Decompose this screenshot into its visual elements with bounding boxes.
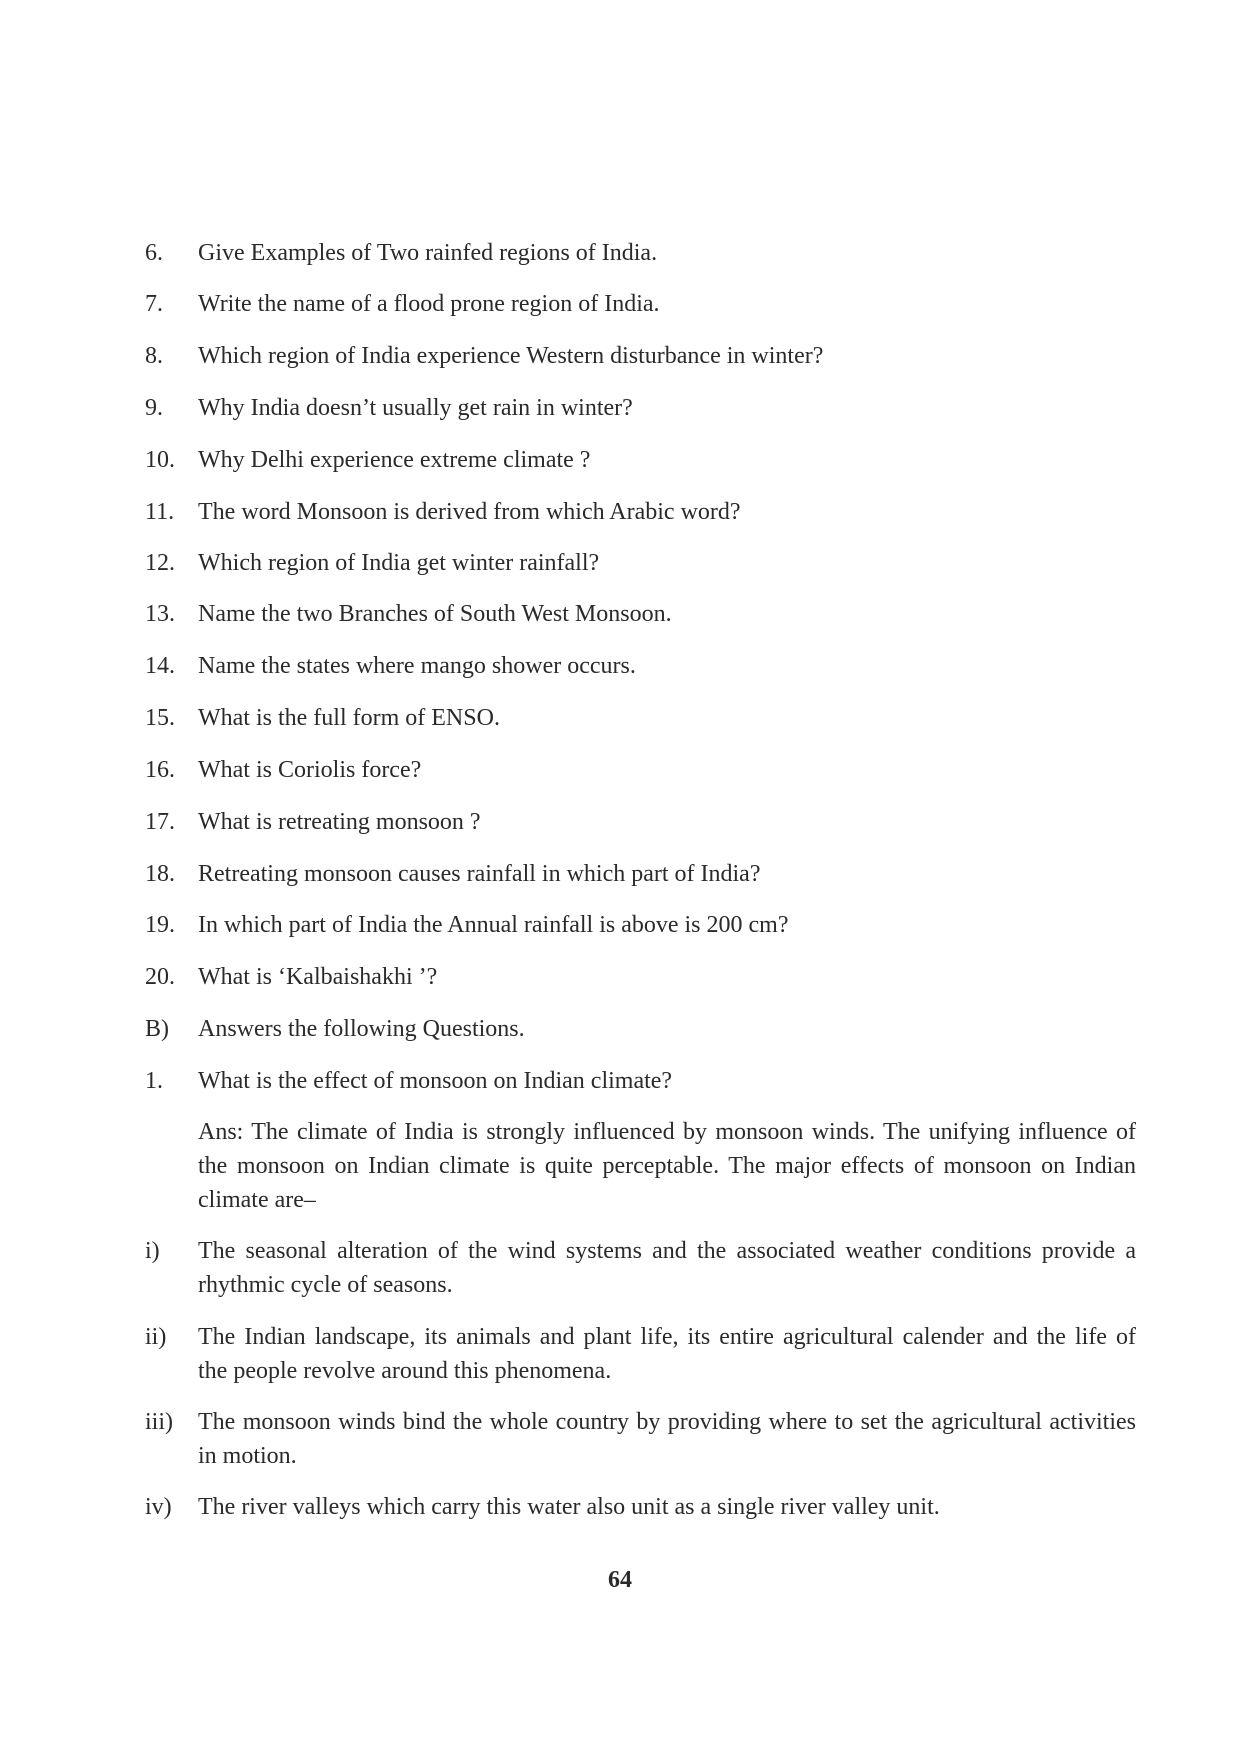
question-number: 12. <box>145 550 175 576</box>
question-text: Which region of India experience Western disturbance in winter? <box>198 343 824 369</box>
question-text: In which part of India the Annual rainfall is above is 200 cm? <box>198 912 789 938</box>
effect-line: the people revolve around this phenomena. <box>198 1358 612 1384</box>
answer-line: the monsoon on Indian climate is quite perceptable. The major effects of monsoon on Indian <box>198 1153 1136 1179</box>
effect-text: The river valleys which carry this water also unit as a single river valley unit. <box>198 1494 940 1520</box>
question-number: 20. <box>145 964 175 990</box>
question-number: 9. <box>145 395 163 421</box>
question-number: 13. <box>145 601 175 627</box>
effect-line: The Indian landscape, its animals and plant life, its entire agricultural calender and the life of <box>198 1324 1136 1350</box>
question-number: 15. <box>145 705 175 731</box>
effect-text <box>198 1405 1136 1473</box>
effect-number: ii) <box>145 1324 167 1350</box>
question-text: What is the effect of monsoon on Indian climate? <box>198 1068 673 1094</box>
question-number: 1. <box>145 1068 163 1094</box>
question-number: 10. <box>145 447 175 473</box>
effect-text <box>198 1234 1136 1302</box>
page-number: 64 <box>608 1567 632 1593</box>
effect-text <box>198 1320 1136 1388</box>
question-text: What is retreating monsoon ? <box>198 809 481 835</box>
section-label: B) <box>145 1016 169 1042</box>
effect-line: The monsoon winds bind the whole country by providing where to set the agricultural activities <box>198 1409 1136 1435</box>
question-number: 18. <box>145 861 175 887</box>
question-text: Retreating monsoon causes rainfall in which part of India? <box>198 861 761 887</box>
section-title: Answers the following Questions. <box>198 1016 525 1042</box>
question-number: 17. <box>145 809 175 835</box>
question-text: Write the name of a flood prone region of India. <box>198 291 660 317</box>
question-number: 14. <box>145 653 175 679</box>
question-text: Which region of India get winter rainfall? <box>198 550 600 576</box>
question-text: Why Delhi experience extreme climate ? <box>198 447 591 473</box>
question-text: Name the states where mango shower occurs. <box>198 653 636 679</box>
question-number: 7. <box>145 291 163 317</box>
effect-line: in motion. <box>198 1443 297 1469</box>
question-text: Why India doesn’t usually get rain in winter? <box>198 395 633 421</box>
question-number: 6. <box>145 240 163 266</box>
answer-line: climate are– <box>198 1187 316 1213</box>
question-number: 16. <box>145 757 175 783</box>
question-text: What is the full form of ENSO. <box>198 705 500 731</box>
effect-line: rhythmic cycle of seasons. <box>198 1272 453 1298</box>
answer-paragraph <box>198 1115 1136 1217</box>
question-text: What is Coriolis force? <box>198 757 422 783</box>
effect-number: iv) <box>145 1494 172 1520</box>
question-number: 19. <box>145 912 175 938</box>
answer-line: Ans: The climate of India is strongly influenced by monsoon winds. The unifying influence of <box>198 1119 1136 1145</box>
question-text: What is ‘Kalbaishakhi ’? <box>198 964 438 990</box>
effect-number: i) <box>145 1238 160 1264</box>
effect-line: The seasonal alteration of the wind systems and the associated weather conditions provide a <box>198 1238 1136 1264</box>
question-number: 11. <box>145 499 175 525</box>
question-text: Give Examples of Two rainfed regions of India. <box>198 240 658 266</box>
question-text: The word Monsoon is derived from which Arabic word? <box>198 499 741 525</box>
question-number: 8. <box>145 343 163 369</box>
effect-number: iii) <box>145 1409 173 1435</box>
question-text: Name the two Branches of South West Monsoon. <box>198 601 672 627</box>
